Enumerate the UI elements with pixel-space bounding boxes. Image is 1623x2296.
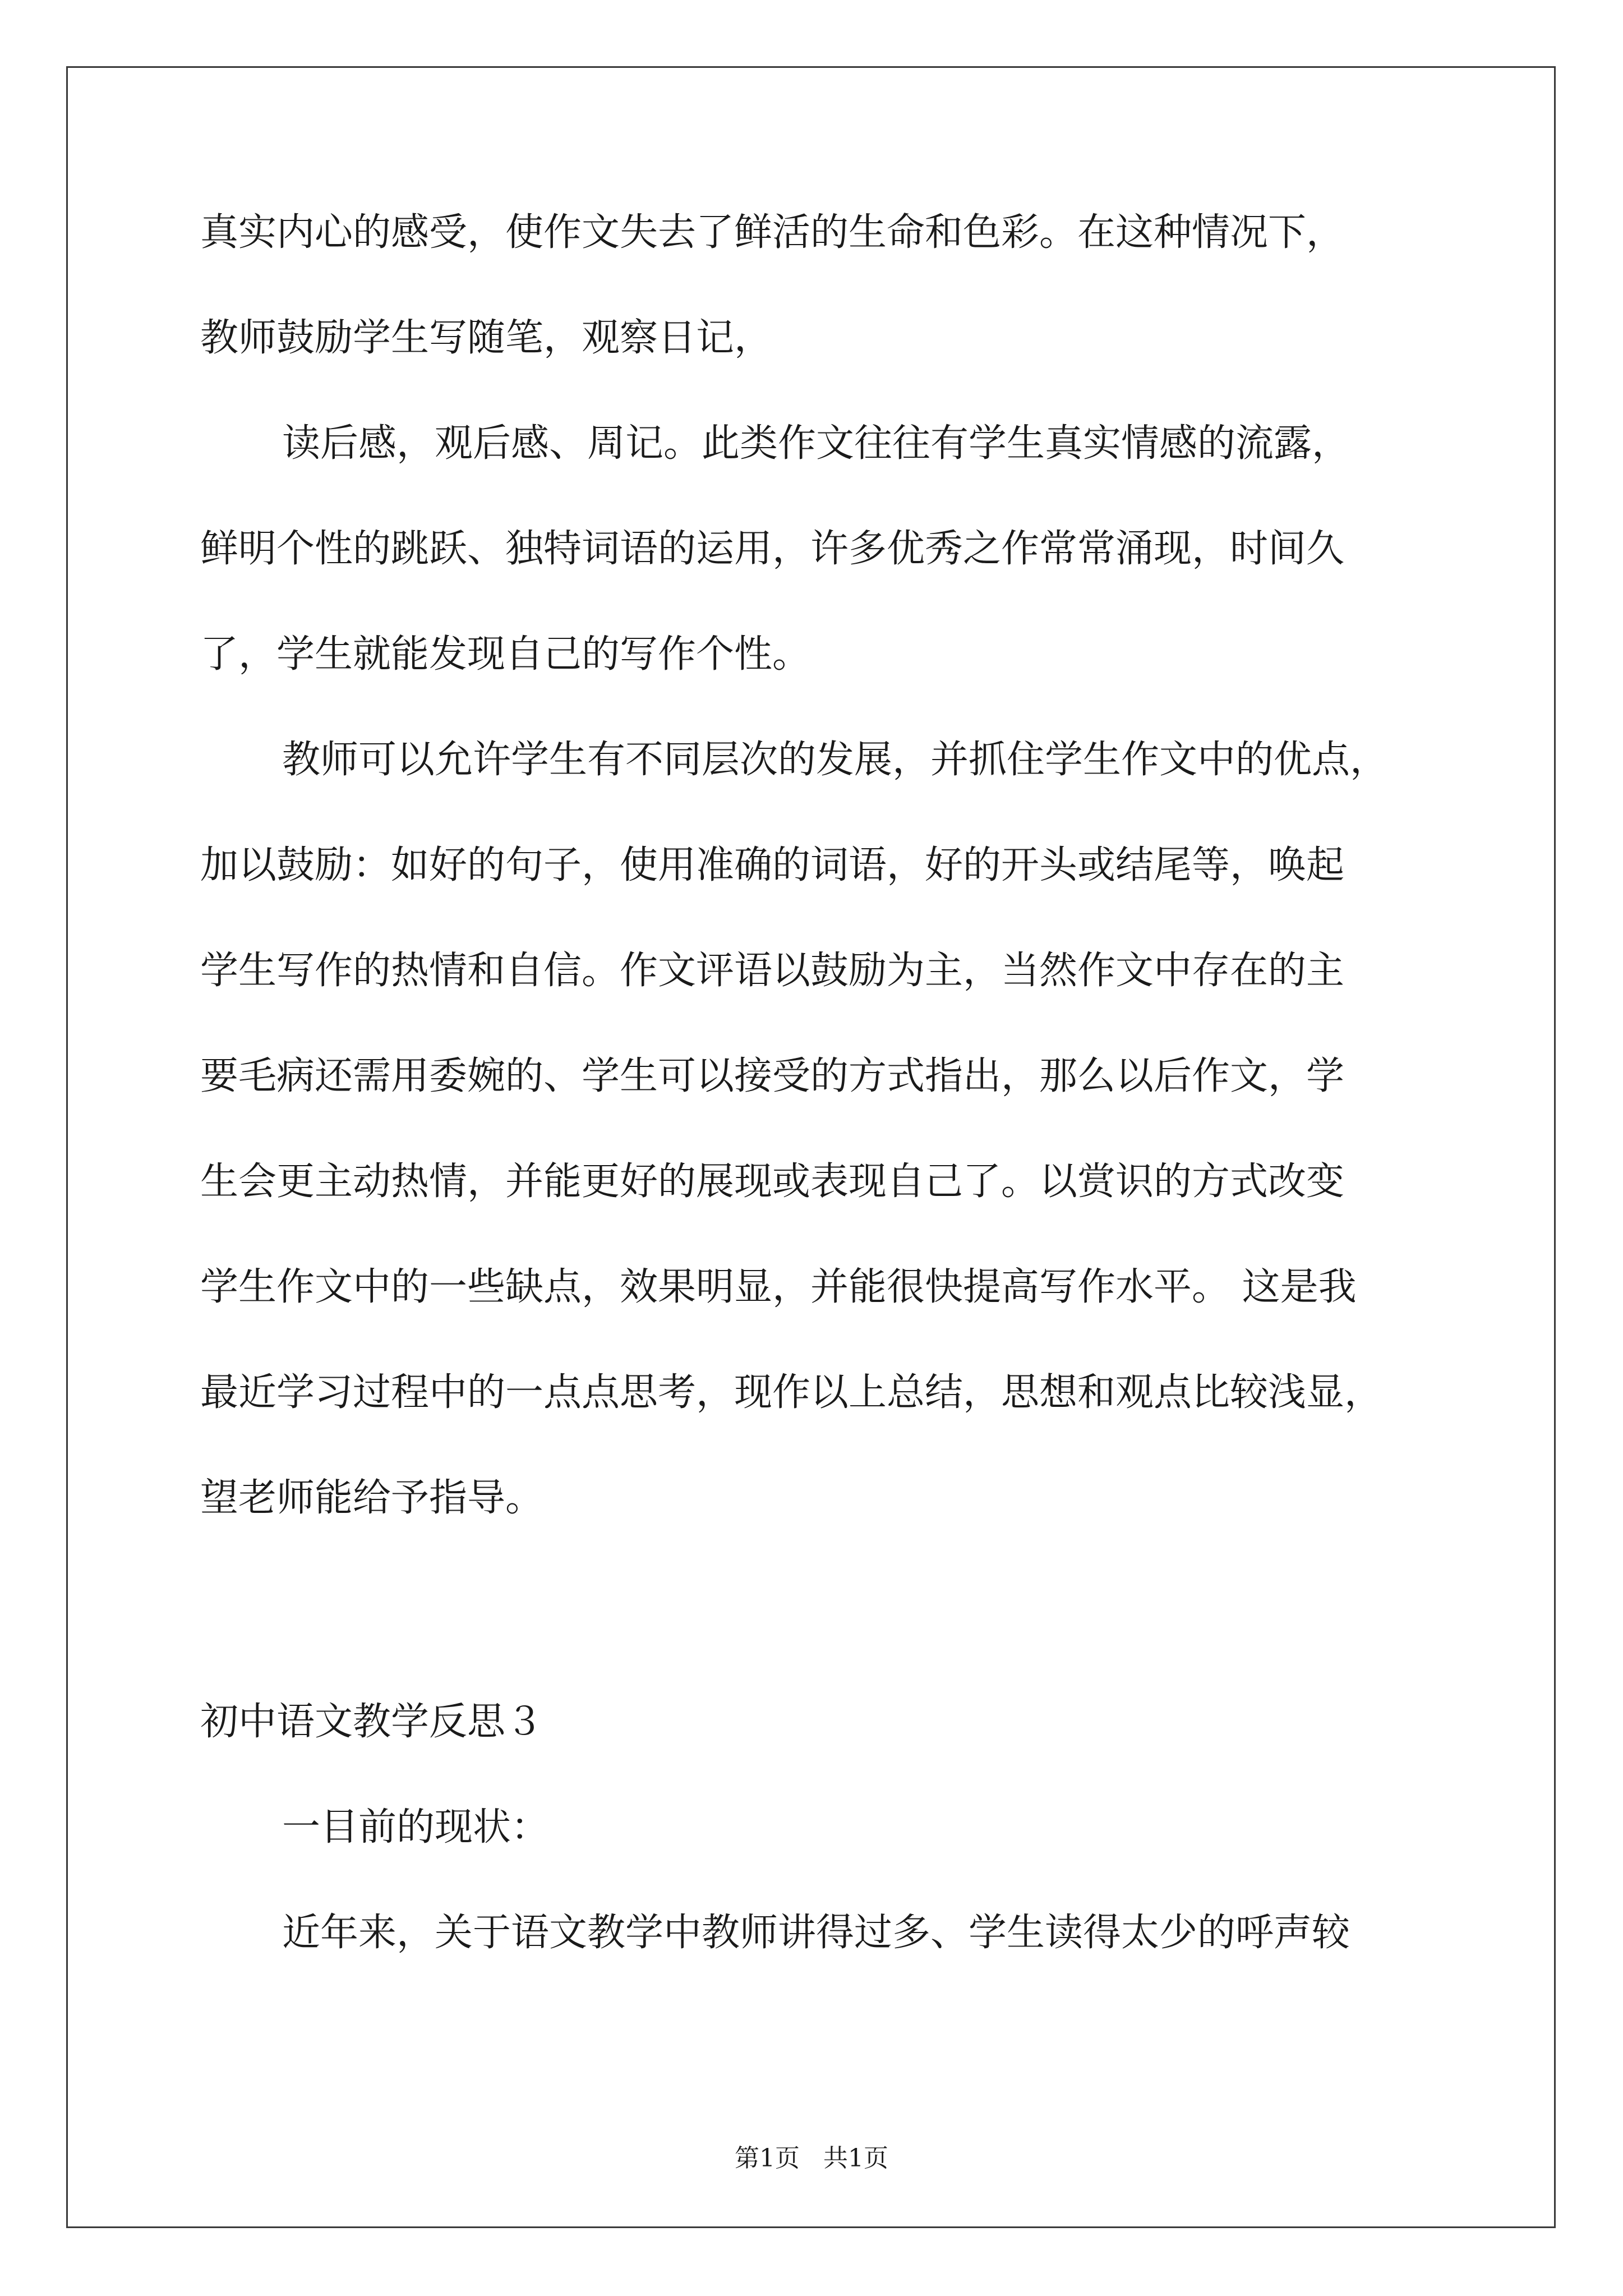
body-text-line: 最近学习过程中的一点点思考，现作以上总结，思想和观点比较浅显， [200,1370,1383,1415]
paragraph-first-line: 教师可以允许学生有不同层次的发展，并抓住学生作文中的优点， [282,738,1389,782]
body-text-line: 要毛病还需用委婉的、学生可以接受的方式指出，那么以后作文，学 [200,1054,1345,1098]
paragraph-first-line: 一目前的现状： [282,1805,550,1849]
body-text-line: 生会更主动热情，并能更好的展现或表现自己了。以赏识的方式改变 [200,1159,1345,1204]
section-heading: 初中语文教学反思３ [200,1700,544,1744]
page-border [66,66,1556,2228]
body-text-line: 学生作文中的一些缺点，效果明显，并能很快提高写作水平。 这是我 [200,1265,1357,1309]
paragraph-first-line: 近年来，关于语文教学中教师讲得过多、学生读得太少的呼声较 [282,1911,1350,1955]
paragraph-first-line: 读后感，观后感、周记。此类作文往往有学生真实情感的流露， [282,421,1350,466]
body-text-line: 学生写作的热情和自信。作文评语以鼓励为主，当然作文中存在的主 [200,949,1345,993]
body-text-line: 了，学生就能发现自己的写作个性。 [200,632,811,677]
body-text-line: 望老师能给予指导。 [200,1476,544,1520]
body-text-line: 鲜明个性的跳跃、独特词语的运用，许多优秀之作常常涌现，时间久 [200,527,1345,571]
page-number-footer: 第1页 共1页 [735,2144,888,2173]
body-text-line: 真实内心的感受，使作文失去了鲜活的生命和色彩。在这种情况下， [200,210,1345,255]
body-text-line: 加以鼓励：如好的句子，使用准确的词语，好的开头或结尾等，唤起 [200,843,1345,887]
body-text-line: 教师鼓励学生写随笔，观察日记， [200,316,773,360]
